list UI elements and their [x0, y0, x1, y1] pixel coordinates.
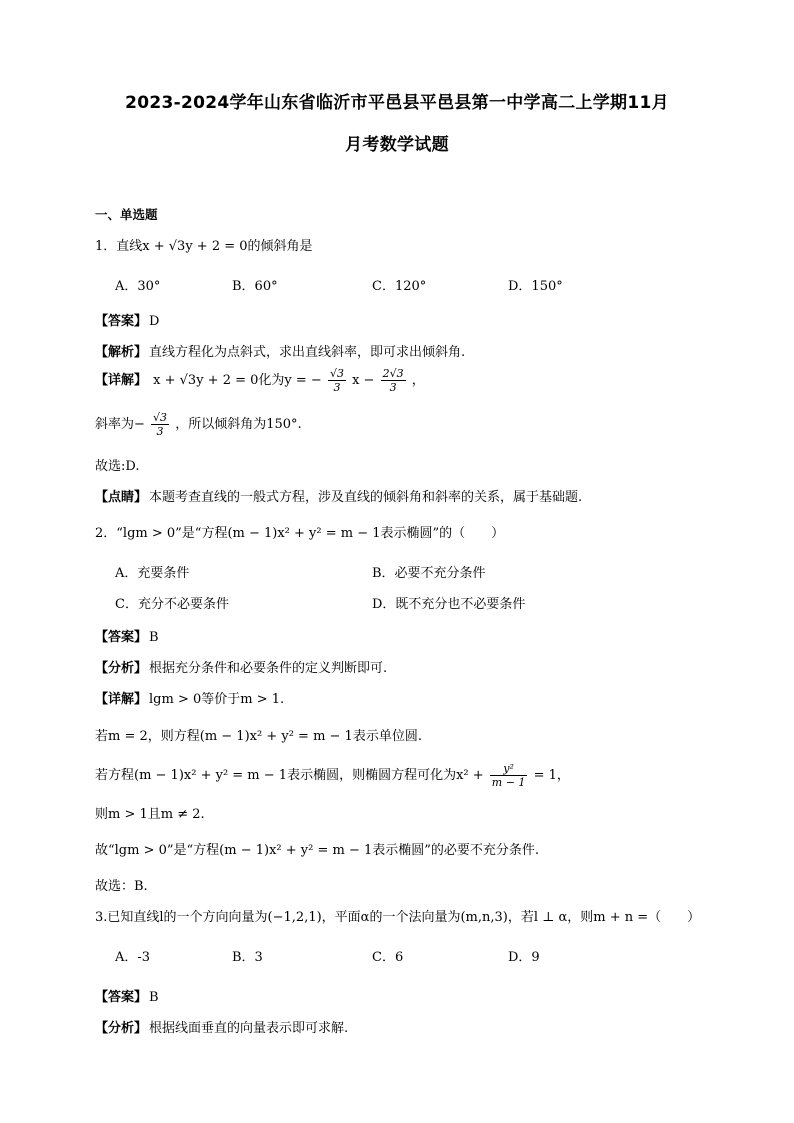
document-title-line2: 月考数学试题 [345, 135, 449, 155]
analysis-text: 直线方程化为点斜式，求出直线斜率，即可求出倾斜角. [149, 345, 466, 360]
fraction-denominator: m − 1 [491, 776, 526, 789]
analysis-tag: 【分析】 [95, 1021, 148, 1036]
fraction-numerator: y² [490, 762, 528, 776]
q1-option-d: D．150° [508, 279, 563, 294]
detail-tag: 【详解】 [95, 373, 148, 388]
q2-analysis [95, 657, 387, 676]
analysis-text: 根据线面垂直的向量表示即可求解. [149, 1021, 349, 1036]
fraction-numerator: 2√3 [382, 367, 404, 380]
q1-answer [95, 310, 159, 329]
q1-analysis [95, 341, 465, 360]
q1-conclusion: 故选:D. [95, 459, 140, 474]
q2-option-b: B．必要不充分条件 [372, 566, 486, 581]
analysis-text: 根据充分条件和必要条件的定义判断即可. [149, 661, 388, 676]
line2-text-start: 若方程(m − 1)x² + y² = m − 1表示椭圆，则椭圆方程可化为x² + [95, 768, 484, 783]
q1-option-b: B．60° [232, 279, 278, 294]
answer-value: B [149, 990, 159, 1005]
fraction [381, 367, 406, 394]
q3-option-b: B．3 [232, 950, 263, 965]
q3-option-c: C．6 [372, 950, 404, 965]
q2-line2 [95, 762, 570, 789]
q1-detail [95, 367, 425, 394]
comment-tag: 【点睛】 [95, 490, 148, 505]
detail-text: lgm > 0等价于m > 1. [149, 692, 285, 707]
detail-equation-mid: x − [352, 373, 375, 388]
q2-stem: 2．“lgm > 0”是“方程(m − 1)x² + y² = m − 1表示椭圆”的（ ） [95, 526, 505, 541]
fraction [490, 762, 528, 789]
q2-answer [95, 626, 159, 645]
detail-equation-end: ， [411, 373, 425, 388]
q3-answer [95, 986, 159, 1005]
fraction-denominator: 3 [389, 381, 397, 394]
comment-text: 本题考查直线的一般式方程，涉及直线的倾斜角和斜率的关系，属于基础题. [149, 490, 583, 505]
q2-line4: 故“lgm > 0”是“方程(m − 1)x² + y² = m − 1表示椭圆”的必要不充分条件. [95, 843, 540, 858]
q2-detail [95, 688, 284, 707]
q2-option-c: C．充分不必要条件 [115, 597, 229, 612]
section-heading: 一、单选题 [95, 207, 158, 222]
fraction-denominator: 3 [156, 425, 164, 438]
fraction-numerator: √3 [329, 367, 344, 380]
slope-text-end: ，所以倾斜角为150°. [175, 417, 302, 432]
analysis-tag: 【解析】 [95, 345, 148, 360]
answer-tag: 【答案】 [95, 314, 148, 329]
q1-option-c: C．120° [372, 279, 427, 294]
q1-option-a: A．30° [115, 279, 161, 294]
q3-option-a: A．-3 [115, 950, 151, 965]
analysis-tag: 【分析】 [95, 661, 148, 676]
q2-option-a: A．充要条件 [115, 566, 190, 581]
q1-slope [95, 411, 302, 438]
detail-tag: 【详解】 [95, 692, 148, 707]
q2-line3: 则m > 1且m ≠ 2. [95, 807, 205, 822]
q2-conclusion: 故选：B. [95, 879, 148, 894]
answer-tag: 【答案】 [95, 630, 148, 645]
document-title-line1: 2023-2024学年山东省临沂市平邑县平邑县第一中学高二上学期11月 [125, 93, 669, 113]
q3-analysis [95, 1017, 348, 1036]
q3-option-d: D．9 [508, 950, 540, 965]
q2-line1: 若m = 2，则方程(m − 1)x² + y² = m − 1表示单位圆. [95, 729, 422, 744]
fraction-numerator: √3 [153, 411, 168, 424]
q1-stem: 1．直线x + √3y + 2 = 0的倾斜角是 [95, 239, 313, 254]
answer-tag: 【答案】 [95, 990, 148, 1005]
q1-comment [95, 486, 582, 505]
line2-text-end: = 1， [533, 768, 570, 783]
fraction-denominator: 3 [333, 381, 341, 394]
answer-value: D [149, 314, 160, 329]
fraction [328, 367, 346, 394]
slope-text-start: 斜率为− [95, 417, 145, 432]
q3-stem: 3.已知直线l的一个方向向量为(−1,2,1)，平面α的一个法向量为(m,n,3)，若l ⊥ α，则m + n =（ ） [95, 910, 701, 925]
fraction [151, 411, 169, 438]
answer-value: B [149, 630, 159, 645]
q2-option-d: D．既不充分也不必要条件 [372, 597, 526, 612]
detail-equation-start: x + √3y + 2 = 0化为y = − [153, 373, 322, 388]
